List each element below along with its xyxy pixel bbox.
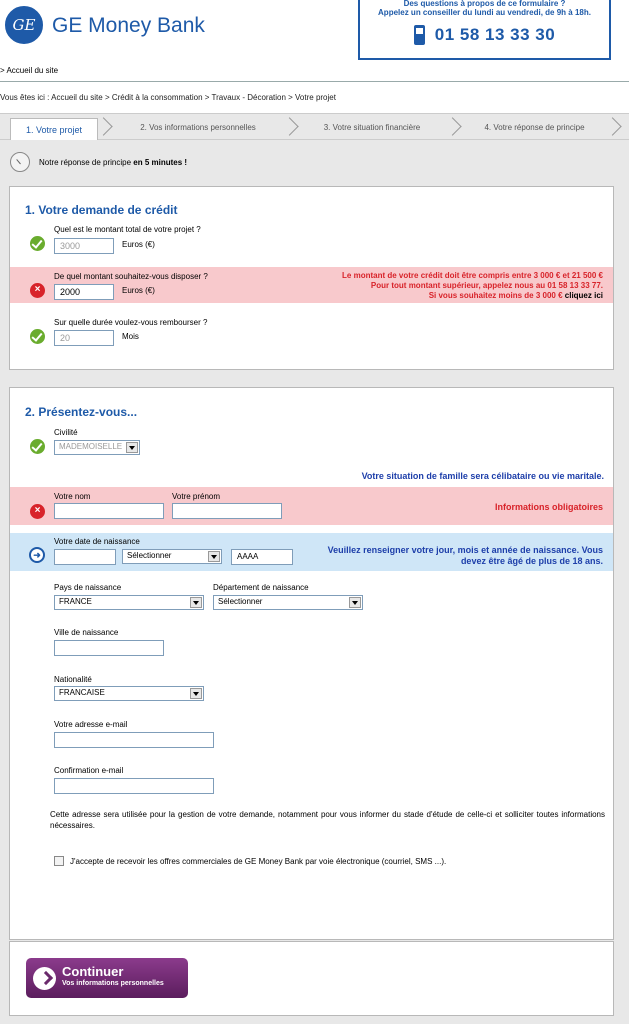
country-label: Pays de naissance xyxy=(54,583,122,592)
birthdate-row xyxy=(10,533,613,571)
birthdate-info: Veuillez renseigner votre jour, mois et année de naissance. Vous devez être âgé de plus de 18 ans. xyxy=(327,545,603,566)
clock-icon xyxy=(10,152,30,172)
civility-select[interactable]: MADEMOISELLE xyxy=(54,440,140,455)
loan-label: De quel montant souhaitez-vous disposer ? xyxy=(54,272,208,281)
continue-label: Continuer xyxy=(62,964,124,979)
family-situation-note: Votre situation de famille sera célibataire ou vie maritale. xyxy=(361,471,604,481)
arrow-right-icon xyxy=(33,967,56,990)
country-select[interactable]: FRANCE xyxy=(54,595,204,610)
loan-row xyxy=(10,267,613,303)
email-usage-notice: Cette adresse sera utilisée pour la gestion de votre demande, notamment pour vous informer du stade d'étude de celle-ci et solliciter toutes informations nécessaires. xyxy=(50,810,605,830)
contact-box xyxy=(358,0,611,60)
loan-error-message: Le montant de votre crédit doit être compris entre 3 000 € et 21 500 € Pour tout montant supérieur, appelez nous au 01 58 13 33 77. Si vous souhaitez moins de 3 000 € cliquez ici xyxy=(342,271,603,300)
check-icon xyxy=(30,439,45,454)
firstname-label: Votre prénom xyxy=(172,492,221,501)
email-input[interactable] xyxy=(54,732,214,748)
chevron-right-icon xyxy=(285,117,295,137)
check-icon xyxy=(30,329,45,344)
amount-input[interactable]: 3000 xyxy=(54,238,114,254)
lastname-input[interactable] xyxy=(54,503,164,519)
step-1-tab[interactable]: 1. Votre projet xyxy=(10,118,98,140)
breadcrumb[interactable]: Vous êtes ici : Accueil du site > Crédit à la consommation > Travaux - Décoration > Votre projet xyxy=(0,93,336,102)
step-2-tab[interactable]: 2. Vos informations personnelles xyxy=(140,122,256,132)
personal-info-panel xyxy=(9,387,614,940)
city-label: Ville de naissance xyxy=(54,628,119,637)
section-2-title: 2. Présentez-vous... xyxy=(25,405,138,419)
duration-unit: Mois xyxy=(122,332,139,341)
lastname-label: Votre nom xyxy=(54,492,91,501)
firstname-input[interactable] xyxy=(172,503,282,519)
chevron-down-icon xyxy=(126,442,138,453)
contact-hours: Appelez un conseiller du lundi au vendredi, de 9h à 18h. xyxy=(378,8,591,17)
birthdate-label: Votre date de naissance xyxy=(54,537,140,546)
brand-name[interactable]: GE Money Bank xyxy=(52,14,205,37)
email-confirm-input[interactable] xyxy=(54,778,214,794)
credit-request-panel xyxy=(9,186,614,370)
arrow-right-icon: ➜ xyxy=(29,547,45,563)
loan-input[interactable]: 2000 xyxy=(54,284,114,300)
duration-label: Sur quelle durée voulez-vous rembourser ? xyxy=(54,318,208,327)
chevron-down-icon xyxy=(349,597,361,608)
offers-checkbox[interactable] xyxy=(54,856,64,866)
chevron-right-icon xyxy=(608,117,618,137)
amount-unit: Euros (€) xyxy=(122,240,155,249)
chevron-down-icon xyxy=(208,551,220,562)
amount-row xyxy=(10,223,613,257)
ge-logo-icon[interactable]: GE xyxy=(5,6,43,44)
nationality-label: Nationalité xyxy=(54,675,92,684)
steps-bar xyxy=(0,113,629,140)
duration-input[interactable]: 20 xyxy=(54,330,114,346)
click-here-link[interactable]: cliquez ici xyxy=(564,291,603,300)
phone-number: 01 58 13 33 30 xyxy=(434,25,556,44)
civility-label: Civilité xyxy=(54,428,78,437)
mandatory-error: Informations obligatoires xyxy=(494,502,603,512)
step-3-tab[interactable]: 3. Votre situation financière xyxy=(323,122,421,132)
nationality-select[interactable]: FRANCAISE xyxy=(54,686,204,701)
chevron-right-icon xyxy=(99,117,109,137)
footer-panel xyxy=(9,941,614,1016)
check-icon xyxy=(30,236,45,251)
chevron-down-icon xyxy=(190,688,202,699)
department-label: Département de naissance xyxy=(213,583,309,592)
divider xyxy=(0,81,629,82)
amount-label: Quel est le montant total de votre projet ? xyxy=(54,225,201,234)
birth-month-select[interactable]: Sélectionner xyxy=(122,549,222,564)
chevron-right-icon xyxy=(448,117,458,137)
section-1-title: 1. Votre demande de crédit xyxy=(25,203,178,217)
continue-sublabel: Vos informations personnelles xyxy=(62,980,164,987)
continue-button[interactable] xyxy=(26,958,188,998)
response-promise: Notre réponse de principe en 5 minutes ! xyxy=(10,152,187,172)
duration-row xyxy=(10,315,613,349)
error-icon: × xyxy=(30,283,45,298)
city-input[interactable] xyxy=(54,640,164,656)
step-4-tab[interactable]: 4. Votre réponse de principe xyxy=(484,122,585,132)
error-icon: × xyxy=(30,504,45,519)
mobile-phone-icon xyxy=(414,25,425,45)
civility-row xyxy=(10,426,613,458)
birth-day-input[interactable] xyxy=(54,549,116,565)
email-label: Votre adresse e-mail xyxy=(54,720,128,729)
header xyxy=(0,0,629,62)
chevron-down-icon xyxy=(190,597,202,608)
contact-question: Des questions à propos de ce formulaire ? xyxy=(403,0,566,8)
name-row xyxy=(10,487,613,525)
loan-unit: Euros (€) xyxy=(122,286,155,295)
birth-year-input[interactable]: AAAA xyxy=(231,549,293,565)
home-link[interactable]: > Accueil du site xyxy=(0,66,59,75)
email-confirm-label: Confirmation e-mail xyxy=(54,766,124,775)
department-select[interactable]: Sélectionner xyxy=(213,595,363,610)
offers-label[interactable]: J'accepte de recevoir les offres commerciales de GE Money Bank par voie électronique (courriel, SMS ...). xyxy=(70,857,447,866)
